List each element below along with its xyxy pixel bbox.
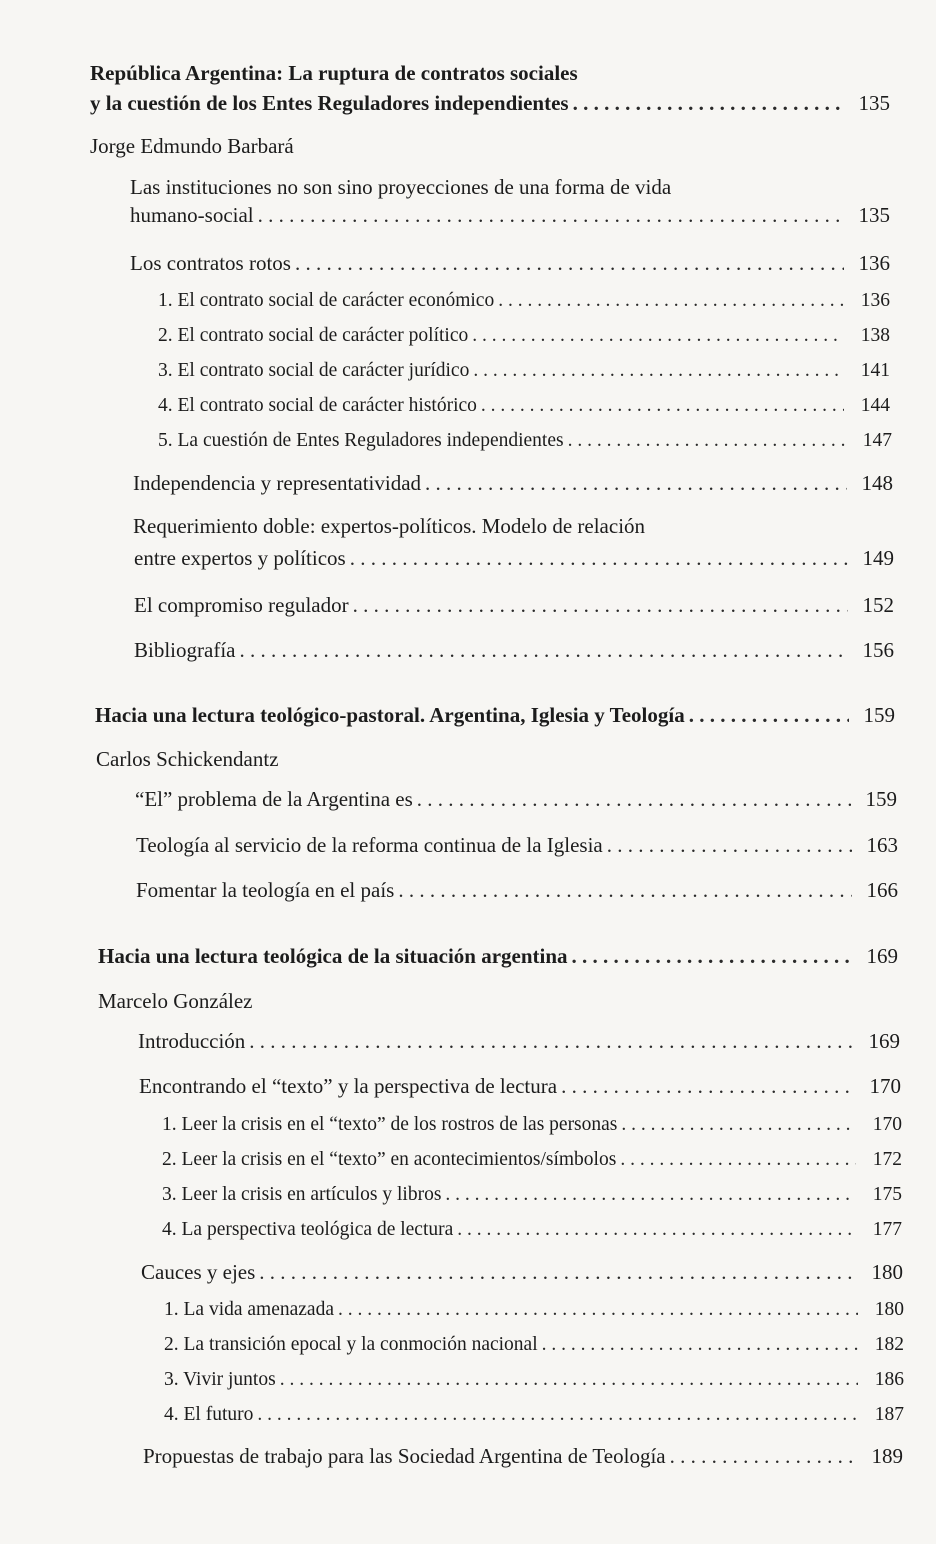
page-number: 156 (862, 638, 894, 662)
leader-dots (258, 202, 844, 228)
toc-entry-label: 4. La perspectiva teológica de lectura (162, 1219, 454, 1240)
leader-dots (689, 702, 849, 728)
page-number: 169 (868, 1029, 900, 1053)
page-number: 135 (858, 203, 890, 227)
toc-entry-label: 3. Leer la crisis en artículos y libros (162, 1184, 442, 1205)
toc-entry-label: Teología al servicio de la reforma continua de la Iglesia (136, 833, 603, 857)
leader-dots (572, 943, 852, 969)
section-title-label: Hacia una lectura teológico-pastoral. Argentina, Iglesia y Teología (95, 703, 685, 727)
toc-subentry (158, 323, 890, 349)
page-number: 170 (869, 1074, 901, 1098)
toc-entry-line1: Requerimiento doble: expertos-políticos. Modelo de relación (133, 514, 646, 538)
toc-subentry (162, 1112, 902, 1138)
toc-entry (134, 637, 894, 663)
toc-entry (138, 1028, 900, 1054)
leader-dots (561, 1073, 855, 1099)
page-number: 180 (871, 1260, 903, 1284)
page-number: 169 (866, 944, 898, 968)
page-number: 159 (865, 787, 897, 811)
page-number: 177 (872, 1219, 902, 1240)
leader-dots (607, 832, 852, 858)
leader-dots (573, 90, 844, 116)
toc-entry-label: 4. El futuro (164, 1404, 254, 1425)
toc-entry-label: 2. La transición epocal y la conmoción nacional (164, 1334, 538, 1355)
toc-entry-label: humano-social (130, 203, 254, 227)
toc-subentry (162, 1147, 902, 1173)
leader-dots (670, 1443, 857, 1469)
toc-entry (133, 470, 893, 496)
leader-dots (457, 1217, 856, 1243)
toc-entry-label: Introducción (138, 1029, 246, 1053)
page-number: 148 (861, 471, 893, 495)
toc-subentry (164, 1367, 904, 1393)
toc-subentry (162, 1217, 902, 1243)
page-number: 189 (871, 1444, 903, 1468)
page-number: 135 (858, 91, 890, 115)
toc-subentry (162, 1182, 902, 1208)
page-number: 172 (872, 1149, 902, 1170)
toc-subentry (158, 358, 890, 384)
toc-entry-label: Independencia y representatividad (133, 471, 422, 495)
toc-subentry (158, 393, 890, 419)
leader-dots (398, 877, 852, 903)
toc-entry-label: Bibliografía (134, 638, 236, 662)
toc-entry-label: 2. El contrato social de carácter político (158, 325, 469, 346)
leader-dots (621, 1112, 856, 1138)
leader-dots (239, 637, 848, 663)
section-1-title (90, 90, 890, 116)
page-number: 136 (858, 251, 890, 275)
section-2-author: Carlos Schickendantz (96, 747, 279, 771)
page-number: 186 (874, 1369, 904, 1390)
toc-entry (136, 832, 898, 858)
toc-subentry (164, 1332, 904, 1358)
page-number: 136 (860, 290, 890, 311)
toc-subentry (164, 1402, 904, 1428)
toc-entry (134, 592, 894, 618)
page-number: 159 (863, 703, 895, 727)
section-title-label: Hacia una lectura teológica de la situación argentina (98, 944, 568, 968)
toc-entry (135, 786, 897, 812)
page-number: 175 (872, 1184, 902, 1205)
page-number: 141 (860, 360, 890, 381)
page-number: 138 (860, 325, 890, 346)
toc-entry-label: 3. El contrato social de carácter jurídico (158, 360, 470, 381)
page-number: 187 (874, 1404, 904, 1425)
leader-dots (445, 1182, 856, 1208)
leader-dots (350, 545, 848, 571)
toc-subentry (158, 288, 890, 314)
leader-dots (417, 786, 851, 812)
page-number: 182 (874, 1334, 904, 1355)
leader-dots (259, 1259, 857, 1285)
toc-entry-label: Cauces y ejes (141, 1260, 256, 1284)
toc-entry (136, 877, 898, 903)
leader-dots (425, 470, 847, 496)
section-1-title-line2: y la cuestión de los Entes Reguladores independientes (90, 91, 569, 115)
toc-entry (130, 250, 890, 276)
toc-entry-label: Encontrando el “texto” y la perspectiva de lectura (139, 1074, 558, 1098)
page-number: 144 (860, 395, 890, 416)
toc-entry-line1: Las instituciones no son sino proyecciones de una forma de vida (130, 175, 672, 199)
toc-entry-label: Propuestas de trabajo para las Sociedad Argentina de Teología (143, 1444, 666, 1468)
page-number: 166 (866, 878, 898, 902)
toc-subentry (158, 428, 892, 454)
toc-entry (141, 1259, 903, 1285)
toc-entry-label: 4. El contrato social de carácter histórico (158, 395, 477, 416)
toc-entry-label: “El” problema de la Argentina es (135, 787, 413, 811)
page-number: 180 (874, 1299, 904, 1320)
toc-entry (134, 545, 894, 571)
toc-entry-label: Los contratos rotos (130, 251, 291, 275)
leader-dots (473, 358, 844, 384)
toc-entry-label: 2. Leer la crisis en el “texto” en acontecimientos/símbolos (162, 1149, 617, 1170)
toc-entry-label: Fomentar la teología en el país (136, 878, 395, 902)
page-number: 163 (866, 833, 898, 857)
toc-entry-label: 1. La vida amenazada (164, 1299, 334, 1320)
page-number: 147 (862, 430, 892, 451)
section-1-author: Jorge Edmundo Barbará (90, 134, 294, 158)
toc-subentry (164, 1297, 904, 1323)
page-number: 170 (872, 1114, 902, 1135)
section-2-title (95, 702, 895, 728)
toc-entry-label: entre expertos y políticos (134, 546, 346, 570)
leader-dots (257, 1402, 858, 1428)
leader-dots (295, 250, 844, 276)
toc-entry (143, 1443, 903, 1469)
toc-entry-label: El compromiso regulador (134, 593, 349, 617)
toc-entry-label: 3. Vivir juntos (164, 1369, 276, 1390)
toc-entry (139, 1073, 901, 1099)
section-3-author: Marcelo González (98, 989, 253, 1013)
toc-entry-label: 1. El contrato social de carácter económico (158, 290, 495, 311)
section-3-title (98, 943, 898, 969)
page-number: 149 (862, 546, 894, 570)
leader-dots (338, 1297, 858, 1323)
leader-dots (542, 1332, 858, 1358)
leader-dots (249, 1028, 854, 1054)
section-1-title-line1: República Argentina: La ruptura de contratos sociales (90, 61, 578, 85)
toc-entry-label: 1. Leer la crisis en el “texto” de los rostros de las personas (162, 1114, 618, 1135)
leader-dots (353, 592, 848, 618)
leader-dots (280, 1367, 858, 1393)
leader-dots (498, 288, 844, 314)
leader-dots (568, 428, 846, 454)
page-number: 152 (862, 593, 894, 617)
leader-dots (620, 1147, 856, 1173)
toc-entry-label: 5. La cuestión de Entes Reguladores independientes (158, 430, 564, 451)
leader-dots (472, 323, 844, 349)
leader-dots (481, 393, 844, 419)
toc-entry (130, 202, 890, 228)
